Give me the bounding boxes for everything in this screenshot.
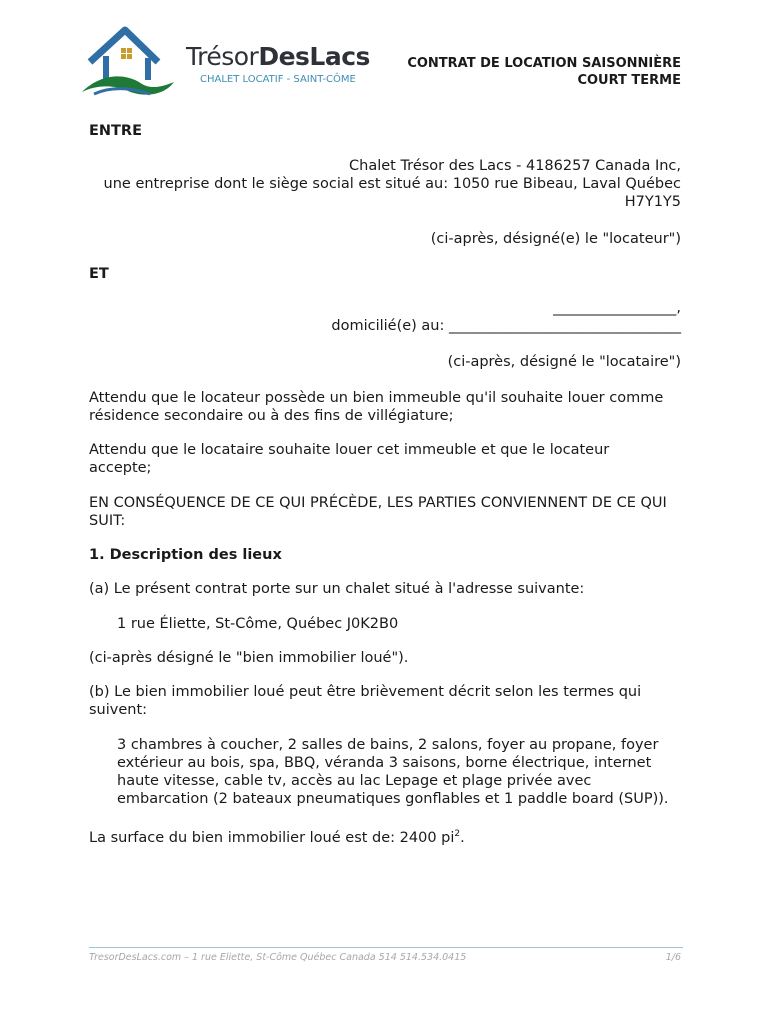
landlord-block bbox=[89, 157, 681, 211]
description-line-3: haute vitesse, cable tv, accès au lac Lepage et plage privée avec bbox=[117, 773, 592, 789]
tenant-address: domicilié(e) au: ________________________________ bbox=[331, 318, 681, 334]
logo bbox=[80, 22, 370, 102]
surface-text: La surface du bien immobilier loué est de: 2400 pi bbox=[89, 829, 455, 846]
brand-name bbox=[186, 42, 370, 71]
section-1-heading: 1. Description des lieux bbox=[89, 547, 282, 563]
footer-text: TresorDesLacs.com – 1 rue Eliette, St-Côme Québec Canada 514 514.534.0415 bbox=[89, 952, 467, 963]
section-1a-designation: (ci-après désigné le "bien immobilier loué"). bbox=[89, 650, 409, 666]
section-1a-intro: (a) Le présent contrat porte sur un chalet situé à l'adresse suivante: bbox=[89, 581, 585, 597]
brand-tagline: CHALET LOCATIF - SAINT-CÔME bbox=[200, 74, 356, 85]
landlord-designation: (ci-après, désigné(e) le "locateur") bbox=[430, 231, 681, 247]
recital-3-line-2: SUIT: bbox=[89, 513, 126, 529]
landlord-line-2: une entreprise dont le siège social est situé au: 1050 rue Bibeau, Laval Québec bbox=[103, 176, 681, 192]
description-line-1: 3 chambres à coucher, 2 salles de bains, 2 salons, foyer au propane, foyer bbox=[117, 737, 659, 753]
description-line-2: extérieur au bois, spa, BBQ, véranda 3 saisons, borne électrique, internet bbox=[117, 755, 652, 771]
description-line-4: embarcation (2 bateaux pneumatiques gonflables et 1 paddle board (SUP)). bbox=[117, 791, 669, 807]
surface-area bbox=[89, 825, 681, 847]
title-line-2: COURT TERME bbox=[577, 73, 681, 88]
house-logo-icon bbox=[80, 22, 180, 100]
brand-part2: DesLacs bbox=[258, 42, 370, 71]
recital-2-line-1: Attendu que le locataire souhaite louer cet immeuble et que le locateur bbox=[89, 442, 610, 458]
brand-part1: Trésor bbox=[186, 42, 259, 71]
et-label: ET bbox=[89, 266, 109, 282]
tenant-designation: (ci-après, désigné le "locataire") bbox=[447, 354, 681, 370]
recital-3 bbox=[89, 494, 681, 530]
recital-2 bbox=[89, 441, 681, 477]
tenant-name-blank: _________________, bbox=[553, 300, 681, 316]
property-description bbox=[117, 736, 681, 808]
recital-1 bbox=[89, 389, 681, 425]
recital-2-line-2: accepte; bbox=[89, 460, 152, 476]
recital-3-line-1: EN CONSÉQUENCE DE CE QUI PRÉCÈDE, LES PARTIES CONVIENNENT DE CE QUI bbox=[89, 495, 667, 511]
section-1b-line-1: (b) Le bien immobilier loué peut être brièvement décrit selon les termes qui bbox=[89, 684, 642, 700]
surface-end: . bbox=[460, 829, 465, 846]
landlord-line-1: Chalet Trésor des Lacs - 4186257 Canada Inc, bbox=[349, 158, 681, 174]
footer-rule bbox=[89, 947, 683, 948]
section-1b bbox=[89, 683, 681, 719]
title-line-1: CONTRAT DE LOCATION SAISONNIÈRE bbox=[407, 56, 681, 71]
surface-superscript: 2 bbox=[454, 829, 461, 839]
recital-1-line-2: résidence secondaire ou à des fins de villégiature; bbox=[89, 408, 454, 424]
section-1b-line-2: suivent: bbox=[89, 702, 148, 718]
property-address: 1 rue Éliette, St-Côme, Québec J0K2B0 bbox=[117, 616, 399, 632]
document-title bbox=[407, 55, 681, 89]
page-number: 1/6 bbox=[665, 952, 681, 963]
landlord-line-3: H7Y1Y5 bbox=[624, 194, 681, 210]
entre-label: ENTRE bbox=[89, 123, 143, 139]
recital-1-line-1: Attendu que le locateur possède un bien immeuble qu'il souhaite louer comme bbox=[89, 390, 664, 406]
